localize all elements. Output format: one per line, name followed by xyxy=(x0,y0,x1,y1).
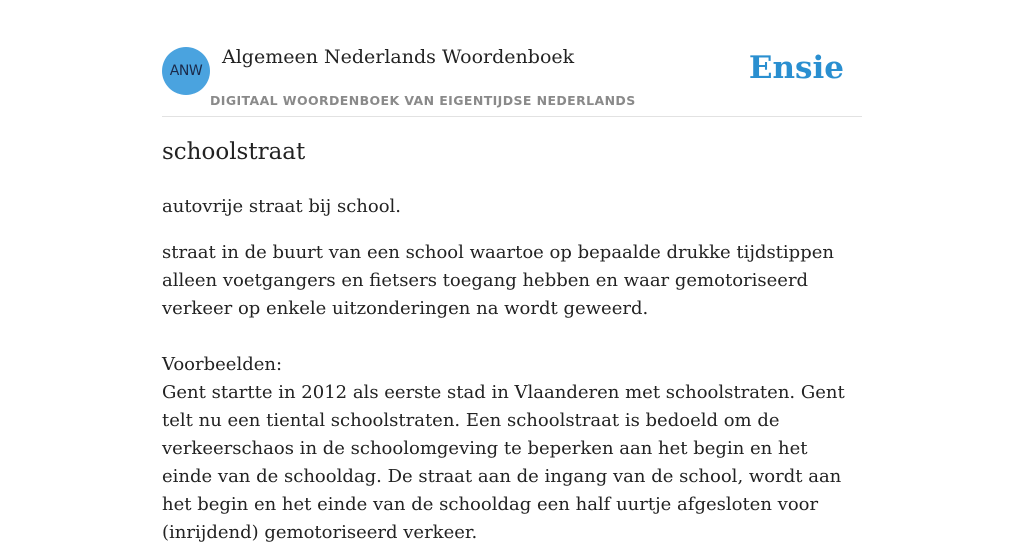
examples-text: Gent startte in 2012 als eerste stad in Vlaanderen met schoolstraten. Gent telt nu een tiental schoolstraten. Een schoolstraat is bedoeld om de verkeerschaos in de schoolomgeving te beperken aan het begin en het einde van de schooldag. De straat aan de ingang van de school, wordt aan het begin en het einde van de schooldag een half uurtje afgesloten voor (inrijdend) gemotoriseerd verkeer. xyxy=(162,382,845,543)
page-container xyxy=(162,0,862,543)
site-title[interactable]: Algemeen Nederlands Woordenboek xyxy=(222,46,575,68)
logo-text: ANW xyxy=(169,63,203,79)
entry-word: schoolstraat xyxy=(162,139,306,165)
examples-label: Voorbeelden: xyxy=(162,354,283,375)
long-definition: straat in de buurt van een school waartoe op bepaalde drukke tijdstippen alleen voetgangers en fietsers toegang hebben en waar gemotoriseerd verkeer op enkele uitzonderingen na wordt geweerd. xyxy=(162,242,834,319)
site-header xyxy=(162,0,862,117)
site-subtitle: DIGITAAL WOORDENBOEK VAN EIGENTIJDSE NEDERLANDS xyxy=(210,93,636,108)
ensie-logo-link[interactable]: Ensie xyxy=(748,50,844,86)
anw-logo[interactable] xyxy=(162,47,210,95)
short-definition: autovrije straat bij school. xyxy=(162,196,402,217)
